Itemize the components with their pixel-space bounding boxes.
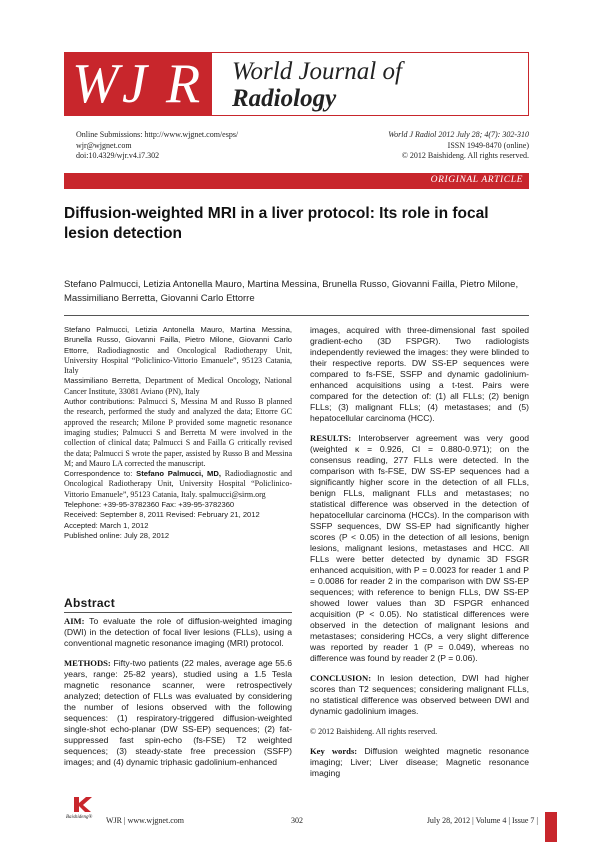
results-label: RESULTS: (310, 433, 352, 443)
correspondence-name: Stefano Palmucci, MD, (136, 469, 221, 479)
abstract-left (64, 616, 292, 768)
article-title: Diffusion-weighted MRI in a liver protocol: Its role in focal lesion detection (64, 205, 489, 242)
doi: doi:10.4329/wjr.v4.i7.302 (76, 151, 160, 160)
footer-journal[interactable]: WJR | www.wjgnet.com (106, 816, 184, 825)
affiliation-1-names: Stefano Palmucci, Letizia Antonella Mauro, Martina Messina, Brunella Russo, Giovanni Failla, Pietro Milone, Giovanni Carlo Ettorre, (64, 325, 292, 355)
copyright-header: © 2012 Baishideng. All rights reserved. (401, 151, 529, 160)
aim-label: AIM: (64, 616, 85, 626)
conclusion-text: In lesion detection, DWI had higher scores than T2 sequences; considering malignant FLLs, no statistical difference was observed between DWI and dynamic gadolinium images. (310, 673, 529, 716)
journal-name-line2: Radiology (232, 85, 337, 112)
journal-logo-box (64, 52, 211, 116)
journal-name-box (211, 52, 529, 116)
keywords-label: Key words: (310, 746, 358, 756)
keywords-paragraph (310, 746, 529, 779)
aim-text: To evaluate the role of diffusion-weighted imaging (DWI) in the detection of focal liver lesions (FLLs), using a conventional magnetic resonance imaging (MRI) protocol. (64, 616, 293, 648)
submission-url[interactable]: Online Submissions: http://www.wjgnet.com/esps/ (76, 130, 239, 139)
telephone-fax: Telephone: +39-95-3782360 Fax: +39-95-3782360 (64, 500, 235, 510)
section-band (64, 173, 529, 189)
results-paragraph (310, 433, 529, 664)
author-contributions (64, 397, 292, 469)
section-label: ORIGINAL ARTICLE (430, 175, 523, 185)
issn: ISSN 1949-8470 (online) (447, 140, 529, 150)
submission-email[interactable]: wjr@wjgnet.com (76, 140, 132, 150)
methods-continued: images, acquired with three-dimensional fast spoiled gradient-echo (3D FSPGR). Two radiologists independently reviewed the images: they were blinded to their respective reports. DW SS-EP sequences were compared to fs-FSE, SSFP and dynamic gadolinium-enhanced acquisitions using a t-test. Pairs were compared for the detection of: (1) all FLLs; (2) benign FLLs; (3) malignant FLLs; (4) metastases; and (5) hepatocellular carcinoma (HCC). (310, 325, 529, 423)
divider (64, 315, 529, 316)
affiliation-2 (64, 376, 292, 397)
abstract-heading: Abstract (64, 596, 116, 610)
abstract-rule (64, 612, 292, 613)
copyright-notice: © 2012 Baishideng. All rights reserved. (310, 727, 438, 736)
contributions-label: Author contributions: (64, 397, 135, 407)
author-list: Stefano Palmucci, Letizia Antonella Mauro, Martina Messina, Brunella Russo, Giovanni Failla, Pietro Milone, Massimiliano Berretta, Giovanni Carlo Ettorre (64, 279, 519, 304)
results-text: Interobserver agreement was very good (weighted κ = 0.926, CI = 0.880-0.971); on the consensus reading, 277 FLLs were detected. In the comparison with fs-FSE, DW SS-EP sequences had a significantly higher score in the detection of all FLLs, benign FLLs, malignant FLLs and metastases; no statistical difference was observed in the detection of hepatocellular carcinoma (HCCs). In the comparison with SSFP sequences, DW SS-EP had significantly higher scores (P < 0.05) in the detection of all lesions, benign lesions, malignant lesions, metastases and HCC. All FLLs were better detected by dynamic 3D FSGR enhanced acquisition, with P = 0.0023 for reader 1 and P = 0.0086 for reader 2 in the comparison with DW SS-EP sequences; with reference to benign FLLs, DW SS-EP showed lower values than 3D FSPGR enhanced acquisition (P < 0.05). No statistical differences were observed in the detection of malignant lesions and metastases; considering HCCs, a very slight difference was reported by reader 1 (P = 0.049), whereas no difference was found by reader 2 (P = 0.06). (310, 433, 530, 663)
affiliation-2-institution: Department of Medical Oncology, National Cancer Institute, 33081 Aviano (PN), Italy (64, 376, 292, 396)
footer-issue: July 28, 2012 | Volume 4 | Issue 7 | (426, 816, 538, 825)
publisher-logo-icon (72, 795, 94, 813)
received-revised: Received: September 8, 2011 Revised: February 21, 2012 (64, 510, 260, 520)
affiliations-block (64, 325, 292, 541)
keywords-text: Diffusion weighted magnetic resonance imaging; Liver; Liver disease; Magnetic resonance imaging (310, 746, 529, 778)
correspondence-label: Correspondence to: (64, 469, 133, 479)
citation-info (300, 130, 529, 162)
journal-name-line1: World Journal of (232, 58, 402, 85)
affiliation-2-name: Massimiliano Berretta, (64, 376, 142, 386)
logo-letter-r: R (166, 53, 201, 115)
publisher-name: Baishideng® (66, 815, 93, 820)
affiliation-1 (64, 325, 292, 376)
conclusion-label: CONCLUSION: (310, 673, 372, 683)
citation: World J Radiol 2012 July 28; 4(7): 302-310 (388, 130, 529, 139)
aim-paragraph (64, 616, 292, 649)
correspondence-address: Radiodiagnostic and Oncological Radiotherapy Unit, University Hospital “Policlinico-Vittorio Emanuele”, 95123 Catania, (64, 469, 292, 499)
methods-label: METHODS: (64, 658, 111, 668)
logo-letter-j: J (122, 53, 147, 115)
correspondence (64, 469, 292, 500)
submission-info (76, 130, 306, 162)
published-date: Published online: July 28, 2012 (64, 530, 170, 540)
page-number: 302 (291, 816, 303, 825)
affiliation-1-institution: Radiodiagnostic and Oncological Radiotherapy Unit, University Hospital “Policlinico-Vittorio Emanuele”, 95123 Catania, Italy (64, 345, 292, 376)
methods-text: Fifty-two patients (22 males, average age 55.6 years, range: 25-82 years), studied using a 1.5 Tesla magnetic resonance scanner, were retrospectively analyzed; detection of FLLs was evaluated by considering the number of lesions observed with the following sequences: (1) respiratory-triggered diffusion-weighted single-shot echo-planar (DW SS-EP) sequences; (2) fat-suppressed fast spin-echo (fs-FSE) T2 weighted sequences; (3) steady-state free precession (SSFP) images; and (4) dynamic triphasic gadolinium-enhanced (64, 658, 292, 767)
conclusion-paragraph (310, 673, 529, 717)
abstract-right (310, 325, 529, 779)
contributions-text: Palmucci S, Messina M and Russo B planned the research, performed the study and analyzed the data; Ettorre GC approved the research; Milone P provided some magnetic resonance imaging studies; Palmucci S and Berretta M were involved in the collection of clinical data; Palmucci S and Failla G critically revised the data; Palmucci S wrote the paper, assisted by Russo B and Messina M; and Mauro LA corrected the manuscript. (64, 397, 292, 468)
correspondence-email[interactable]: Italy. spalmucci@sirm.org (180, 489, 266, 499)
methods-paragraph (64, 658, 292, 768)
page-edge-tab (545, 812, 557, 842)
logo-letter-w: W (72, 53, 119, 115)
accepted-date: Accepted: March 1, 2012 (64, 520, 149, 530)
